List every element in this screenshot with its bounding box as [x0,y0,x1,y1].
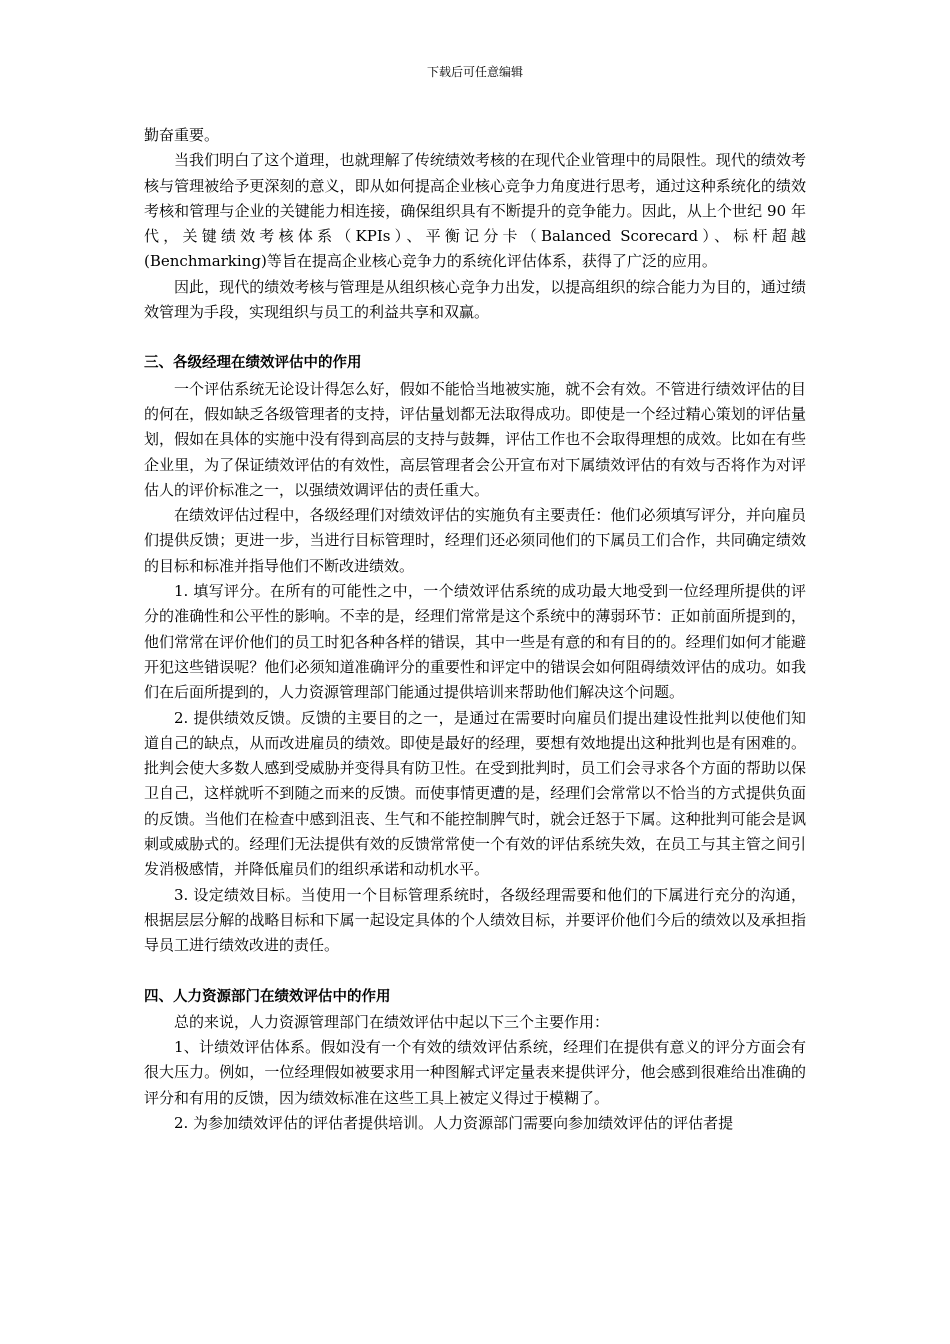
paragraph: 当我们明白了这个道理，也就理解了传统绩效考核的在现代企业管理中的局限性。现代的绩效考核与管理被给予更深刻的意义，即从如何提高企业核心竞争力角度进行思考，通过这种系统化的绩效考核和管理与企业的关键能力相连接，确保组织具有不断提升的竞争能力。因此，从上个世纪 90 年代，关键绩效考核体系（KPIs）、平衡记分卡（Balanced Scorecard）、标杆超越 (Benchmarking)等旨在提高企业核心竞争力的系统化评估体系，获得了广泛的应用。 [144,151,806,271]
section-heading: 四、人力资源部门在绩效评估中的作用 [144,988,391,1005]
paragraph: 3. 设定绩效目标。当使用一个目标管理系统时，各级经理需要和他们的下属进行充分的沟通，根据层层分解的战略目标和下属一起设定具体的个人绩效目标，并要评价他们今后的绩效以及承担指导员工进行绩效改进的责任。 [144,885,806,955]
paragraph: 一个评估系统无论设计得怎么好，假如不能恰当地被实施，就不会有效。不管进行绩效评估的目的何在，假如缺乏各级管理者的支持，评估量划都无法取得成功。即使是一个经过精心策划的评估量划，假如在具体的实施中没有得到高层的支持与鼓舞，评估工作也不会取得理想的成效。比如在有些企业里，为了保证绩效评估的有效性，高层管理者会公开宣布对下属绩效评估的有效与否将作为对评估人的评价标准之一，以强绩效调评估的责任重大。 [144,379,806,499]
paragraph: 1. 填写评分。在所有的可能性之中，一个绩效评估系统的成功最大地受到一位经理所提供的评分的准确性和公平性的影响。不幸的是，经理们常常是这个系统中的薄弱环节：正如前面所提到的，他们常常在评价他们的员工时犯各种各样的错误，其中一些是有意的和有目的的。经理们如何才能避开犯这些错误呢？他们必须知道准确评分的重要性和评定中的错误会如何阻碍绩效评估的成功。如我们在后面所提到的，人力资源管理部门能通过提供培训来帮助他们解决这个问题。 [144,582,806,702]
paragraph: 2. 提供绩效反馈。反馈的主要目的之一，是通过在需要时向雇员们提出建设性批判以使他们知道自己的缺点，从而改进雇员的绩效。即使是最好的经理，要想有效地提出这种批判也是有困难的。批判会使大多数人感到受威胁并变得具有防卫性。在受到批判时，员工们会寻求各个方面的帮助以保卫自己，这样就听不到随之而来的反馈。而使事情更遭的是，经理们会常常以不恰当的方式提供负面的反馈。当他们在检查中感到沮丧、生气和不能控制脾气时，就会迁怒于下属。这种批判可能会是讽刺或威胁式的。经理们无法提供有效的反馈常常使一个有效的评估系统失效，在员工与其主管之间引发消极感情，并降低雇员们的组织承诺和动机水平。 [144,708,806,879]
paragraph: 总的来说，人力资源管理部门在绩效评估中起以下三个主要作用： [174,1012,610,1031]
page-header: 下载后可任意编辑 [426,65,523,79]
paragraph: 勤奋重要。 [144,126,220,144]
paragraph: 1、计绩效评估体系。假如没有一个有效的绩效评估系统，经理们在提供有意义的评分方面会有很大压力。例如，一位经理假如被要求用一种图解式评定量表来提供评分，他会感到很难给出准确的评分和有用的反馈，因为绩效标准在这些工具上被定义得过于模糊了。 [144,1038,806,1107]
paragraph: 因此，现代的绩效考核与管理是从组织核心竞争力出发，以提高组织的综合能力为目的，通过绩效管理为手段，实现组织与员工的利益共享和双赢。 [144,277,806,322]
paragraph: 2. 为参加绩效评估的评估者提供培训。人力资源部门需要向参加绩效评估的评估者提 [174,1113,734,1132]
document-body [144,123,806,1136]
section-heading: 三、各级经理在绩效评估中的作用 [144,355,362,372]
paragraph: 在绩效评估过程中，各级经理们对绩效评估的实施负有主要责任：他们必须填写评分，并向雇员们提供反馈；更进一步，当进行目标管理时，经理们还必须同他们的下属员工们合作，共同确定绩效的目标和标准并指导他们不断改进绩效。 [144,506,806,575]
